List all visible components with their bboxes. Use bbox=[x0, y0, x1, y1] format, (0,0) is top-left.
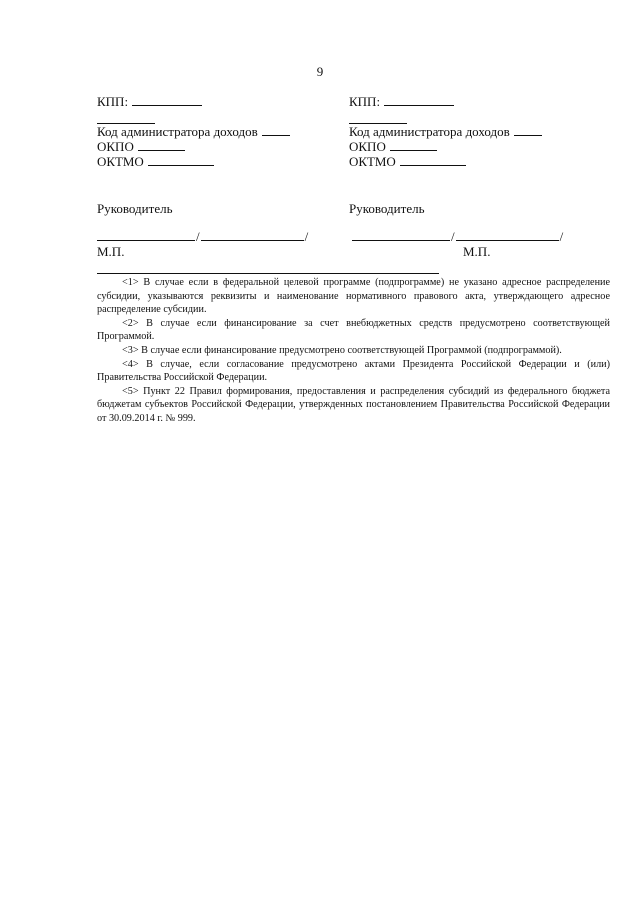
footnote-4: <4> В случае, если согласование предусмотрено актами Президента Российской Федерации и (или) Правительства Российской Федерации. bbox=[97, 358, 610, 384]
left-kpp-blank bbox=[132, 94, 202, 106]
left-signature-line bbox=[97, 229, 309, 245]
page-number: 9 bbox=[316, 64, 324, 79]
right-admin-code-blank bbox=[514, 124, 542, 136]
right-kpp-blank bbox=[384, 94, 454, 106]
left-oktmo-label: ОКТМО bbox=[97, 154, 144, 169]
right-signature-end: / bbox=[559, 229, 564, 244]
left-signature-separator: / bbox=[196, 229, 200, 244]
right-signature-separator: / bbox=[451, 229, 455, 244]
left-admin-code-blank bbox=[262, 124, 290, 136]
left-signature-end: / bbox=[304, 229, 309, 244]
right-signature-blank bbox=[352, 229, 450, 241]
footnote-separator bbox=[97, 273, 439, 274]
left-kpp-label: КПП: bbox=[97, 94, 129, 109]
right-name-blank bbox=[456, 229, 559, 241]
left-stamp-label: М.П. bbox=[97, 244, 125, 259]
right-admin-code-field bbox=[349, 124, 542, 140]
right-okpo-blank bbox=[390, 139, 437, 151]
left-head-label: Руководитель bbox=[97, 201, 173, 216]
right-oktmo-field bbox=[349, 154, 466, 170]
left-oktmo-blank bbox=[148, 154, 214, 166]
right-kpp-field bbox=[349, 94, 454, 110]
left-admin-code-label: Код администратора доходов bbox=[97, 124, 258, 139]
right-oktmo-label: ОКТМО bbox=[349, 154, 396, 169]
right-admin-code-label: Код администратора доходов bbox=[349, 124, 510, 139]
right-okpo-field bbox=[349, 139, 437, 155]
left-okpo-label: ОКПО bbox=[97, 139, 134, 154]
left-signature-blank bbox=[97, 229, 195, 241]
footnote-5: <5> Пункт 22 Правил формирования, предоставления и распределения субсидий из федерального бюджета бюджетам субъектов Российской Федерации, утвержденных постановлением Правительства Российской Федерации от 30.09.2014 г. № 999. bbox=[97, 385, 610, 424]
right-kpp-label: КПП: bbox=[349, 94, 381, 109]
right-oktmo-blank bbox=[400, 154, 466, 166]
footnotes bbox=[97, 276, 610, 426]
left-admin-code-field bbox=[97, 124, 290, 140]
left-name-blank bbox=[201, 229, 304, 241]
right-signature-line bbox=[352, 229, 564, 245]
footnote-1: <1> В случае если в федеральной целевой программе (подпрограмме) не указано адресное распределение субсидии, указываются реквизиты и наименование нормативного правового акта, утверждающего адресное распределение субсидии. bbox=[97, 277, 610, 316]
left-oktmo-field bbox=[97, 154, 214, 170]
footnote-2: <2> В случае если финансирование за счет внебюджетных средств предусмотрено соответствующей Программой. bbox=[97, 317, 610, 343]
right-stamp-label: М.П. bbox=[463, 244, 491, 259]
footnote-3: <3> В случае если финансирование предусмотрено соответствующей Программой (подпрограммой). bbox=[122, 344, 562, 356]
left-okpo-blank bbox=[138, 139, 185, 151]
right-head-label: Руководитель bbox=[349, 201, 425, 216]
left-kpp-field bbox=[97, 94, 202, 110]
right-okpo-label: ОКПО bbox=[349, 139, 386, 154]
left-okpo-field bbox=[97, 139, 185, 155]
